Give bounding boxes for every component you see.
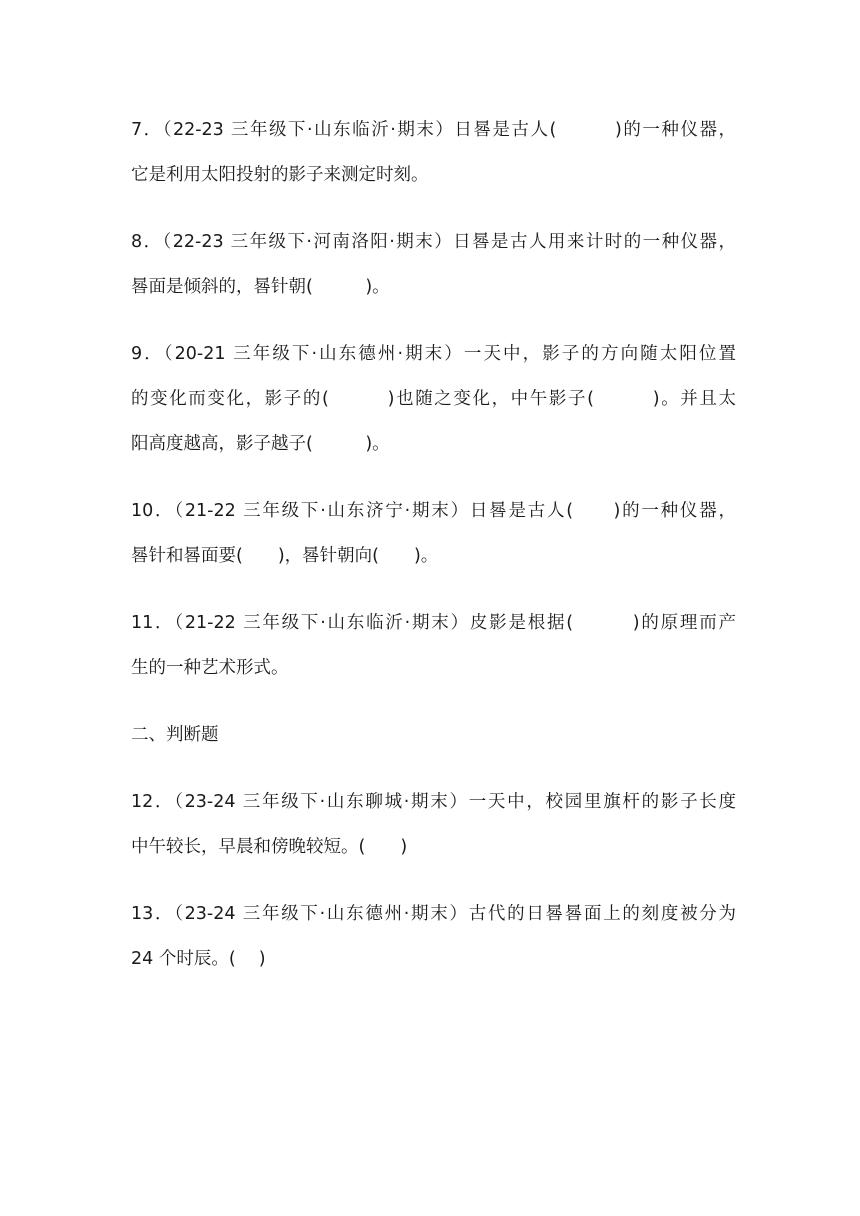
- question-13: [131, 892, 736, 982]
- question-line: 晷面是倾斜的，晷针朝( )。: [131, 277, 390, 297]
- question-line: 24 个时辰。( ): [131, 949, 266, 969]
- document-content: [131, 108, 736, 1004]
- question-11: [131, 601, 736, 691]
- question-12: [131, 780, 736, 870]
- question-line: 的变化而变化，影子的( )也随之变化，中午影子( )。并且太: [131, 389, 736, 409]
- question-line: 9．（20-21 三年级下·山东德州·期末）一天中，影子的方向随太阳位置: [131, 344, 736, 364]
- question-line: 晷针和晷面要( )，晷针朝向( )。: [131, 546, 439, 566]
- question-line: 它是利用太阳投射的影子来测定时刻。: [131, 165, 429, 185]
- question-10: [131, 489, 736, 579]
- question-line: 中午较长，早晨和傍晚较短。( ): [131, 837, 408, 857]
- question-line: 10．（21-22 三年级下·山东济宁·期末）日晷是古人( )的一种仪器，: [131, 501, 736, 521]
- question-9: [131, 332, 736, 467]
- question-8: [131, 220, 736, 310]
- question-line: 生的一种艺术形式。: [131, 658, 289, 678]
- question-line: 12．（23-24 三年级下·山东聊城·期末）一天中，校园里旗杆的影子长度: [131, 792, 736, 812]
- question-line: 8．（22-23 三年级下·河南洛阳·期末）日晷是古人用来计时的一种仪器，: [131, 232, 736, 252]
- question-line: 13．（23-24 三年级下·山东德州·期末）古代的日晷晷面上的刻度被分为: [131, 904, 736, 924]
- question-line: 11．（21-22 三年级下·山东临沂·期末）皮影是根据( )的原理而产: [131, 613, 736, 633]
- question-line: 7．（22-23 三年级下·山东临沂·期末）日晷是古人( )的一种仪器，: [131, 120, 736, 140]
- section-title-judgment: 二、判断题: [131, 725, 219, 745]
- question-line: 阳高度越高，影子越子( )。: [131, 434, 390, 454]
- question-7: [131, 108, 736, 198]
